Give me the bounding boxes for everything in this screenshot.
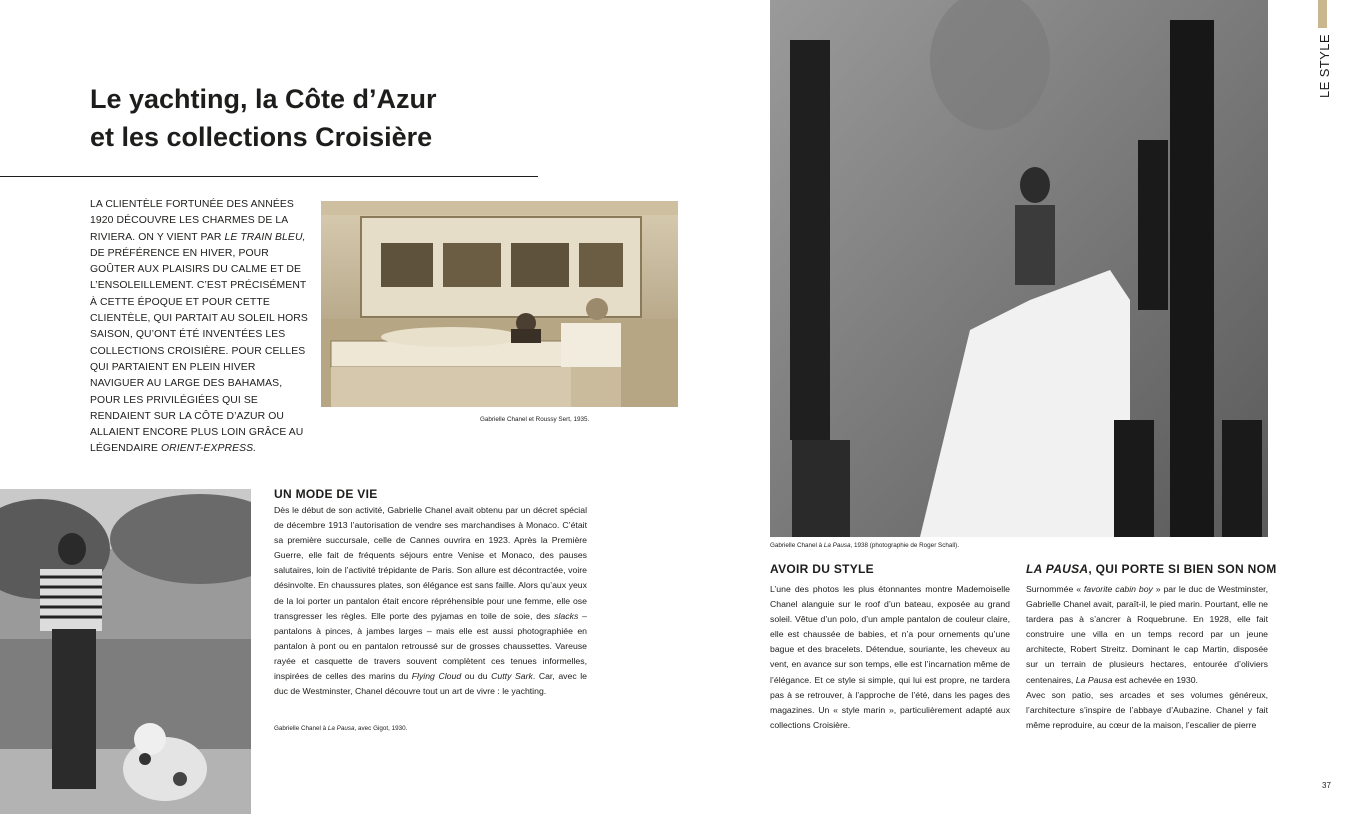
staircase-caption-pre: Gabrielle Chanel à <box>770 542 824 549</box>
intro-text-2: DE PRÉFÉRENCE EN HIVER, POUR GOÛTER AUX PLAISIRS DU CALME ET DE L’ENSOLEILLEMENT. C’EST PRÉCISÉMENT À CETTE ÉPOQUE ET POUR CETTE CLIENTÈLE, QUI PARTAIT AU SOLEIL HORS SAISON, QU’ONT ÉTÉ INVENTÉES LES COLLECTIONS CROISIÈRE. POUR CELLES QUI PARTAIENT EN PLEIN HIVER NAVIGUER AU LARGE DES BAHAMAS, POUR LES PRIVILÉGIÉES QUI SE RENDAIENT SUR LA CÔTE D’AZUR OU ALLAIENT ENCORE PLUS LOIN GRÂCE AU LÉGENDAIRE <box>90 247 308 455</box>
mode-italic-cutty: Cutty Sark <box>491 671 533 682</box>
page-number: 37 <box>1322 781 1331 790</box>
title-line-2: et les collections Croisière <box>90 122 433 152</box>
staircase-caption-italic: La Pausa <box>823 542 851 549</box>
heading-la-pausa-rest: , QUI PORTE SI BIEN SON NOM <box>1088 562 1277 576</box>
mode-text-1: Dès le début de son activité, Gabrielle Chanel avait obtenu par un décret spécial de décembre 1913 l’autorisation de vendre ses marchandises à Monaco. C’était sa première succursale, celle de Cannes ouvrira en 1923. Après la Première Guerre, elle fait de fréquents séjours entre Venise et Monaco, des pauses salutaires, loin de l’activité trépidante de Paris. Son allure est décontractée, voire désinvolte. En chaussures plates, son élégance est sans faille. Alors qu’aux yeux de la loi porter un pantalon était encore répréhensible pour une femme, elle ose transgresser les règles. Elle porte des pyjamas en toile de soie, des <box>274 505 587 621</box>
staircase-photo-image <box>770 0 1268 537</box>
pausa-text-1e: est achevée en 1930. <box>1112 674 1198 685</box>
mode-italic-slacks: slacks <box>554 610 579 621</box>
garden-caption <box>274 724 407 733</box>
body-avoir-du-style <box>770 582 1010 733</box>
mode-italic-flying: Flying Cloud <box>411 671 462 682</box>
heading-la-pausa <box>1026 562 1277 576</box>
body-mode-de-vie <box>274 503 587 699</box>
yacht-photo-image <box>321 201 678 407</box>
body-la-pausa <box>1026 582 1268 742</box>
intro-paragraph <box>90 197 312 458</box>
garden-photo-image <box>0 489 251 814</box>
section-tab-marker <box>1318 0 1327 28</box>
heading-avoir-du-style: AVOIR DU STYLE <box>770 562 874 576</box>
pausa-text-1a: Surnommée « <box>1026 584 1084 594</box>
garden-photo <box>0 489 251 814</box>
staircase-caption-post: , 1938 (photographie de Roger Schall). <box>850 542 960 549</box>
garden-caption-post: , avec Gigot, 1930. <box>354 725 408 732</box>
mode-text-4: . Car, avec le duc de Westminster, Chanel découvre tout un art de vivre : le yachting. <box>274 671 587 697</box>
pausa-italic-1b: favorite cabin boy <box>1083 584 1153 594</box>
title-line-1: Le yachting, la Côte d’Azur <box>90 84 437 114</box>
mode-text-3: ou du <box>461 671 492 682</box>
mode-text-2: – pantalons à pinces, à jambes larges – mais elle est aussi photographiée en pantalon à pont ou en pantalon retroussé sur de grosses chaussettes. Vareuse rayée et casquette de travers souvent complètent ces tenues informelles, inspirées de celles des marins du <box>274 610 587 682</box>
title-rule <box>0 176 538 177</box>
heading-mode-de-vie: UN MODE DE VIE <box>274 487 378 501</box>
pausa-italic-1d: La Pausa <box>1075 674 1113 685</box>
garden-caption-italic: La Pausa <box>327 725 355 732</box>
yacht-photo <box>321 201 678 407</box>
page-title <box>90 80 560 156</box>
section-label <box>1315 30 1333 100</box>
garden-caption-pre: Gabrielle Chanel à <box>274 725 328 732</box>
staircase-caption <box>770 541 959 550</box>
intro-italic-2: ORIENT-EXPRESS. <box>160 443 257 455</box>
pausa-text-2: Avec son patio, ses arcades et ses volumes généreux, l’architecture s’inspire de l’abbaye d’Aubazine. Chanel y fait même reproduire, au cœur de la maison, l’escalier de pierre <box>1026 689 1268 730</box>
intro-italic-1: LE TRAIN BLEU, <box>224 231 306 243</box>
section-label-text: LE STYLE <box>1317 34 1332 98</box>
intro-text-1: LA CLIENTÈLE FORTUNÉE DES ANNÉES 1920 DÉCOUVRE LES CHARMES DE LA RIVIERA. ON Y VIENT PAR <box>90 199 294 243</box>
staircase-photo <box>770 0 1268 537</box>
yacht-caption: Gabrielle Chanel et Roussy Sert, 1935. <box>480 416 590 423</box>
pausa-text-1c: » par le duc de Westminster, Gabrielle Chanel avait, paraît-il, le pied marin. Pourtant, elle ne tardera pas à s’ancrer à Roquebrune. En 1928, elle fait construire une villa en un temps record par un jeune architecte, Robert Streitz. Dominant le cap Martin, disposée sur un terrain de plusieurs hectares, entourée d’oliviers centenaires, <box>1026 584 1268 685</box>
avoir-text-1: L’une des photos les plus étonnantes montre Mademoiselle Chanel alanguie sur le roof d’un bateau, exposée au grand soleil. Vêtue d’un polo, d’un ample pantalon de couleur claire, elle est chaussée de babies, et n’a pour ornements qu’une bague et des bracelets. Détendue, souriante, les cheveux au vent, en avance sur son temps, elle est l’incarnation même de l’élégance. Et ce style si simple, qui lui est propre, ne tardera pas à se retrouver, à l’approche de l’été, dans les pages des magazines. Un « style marin », particulièrement adapté aux collections Croisière. <box>770 584 1010 730</box>
heading-la-pausa-italic: LA PAUSA <box>1026 562 1089 576</box>
